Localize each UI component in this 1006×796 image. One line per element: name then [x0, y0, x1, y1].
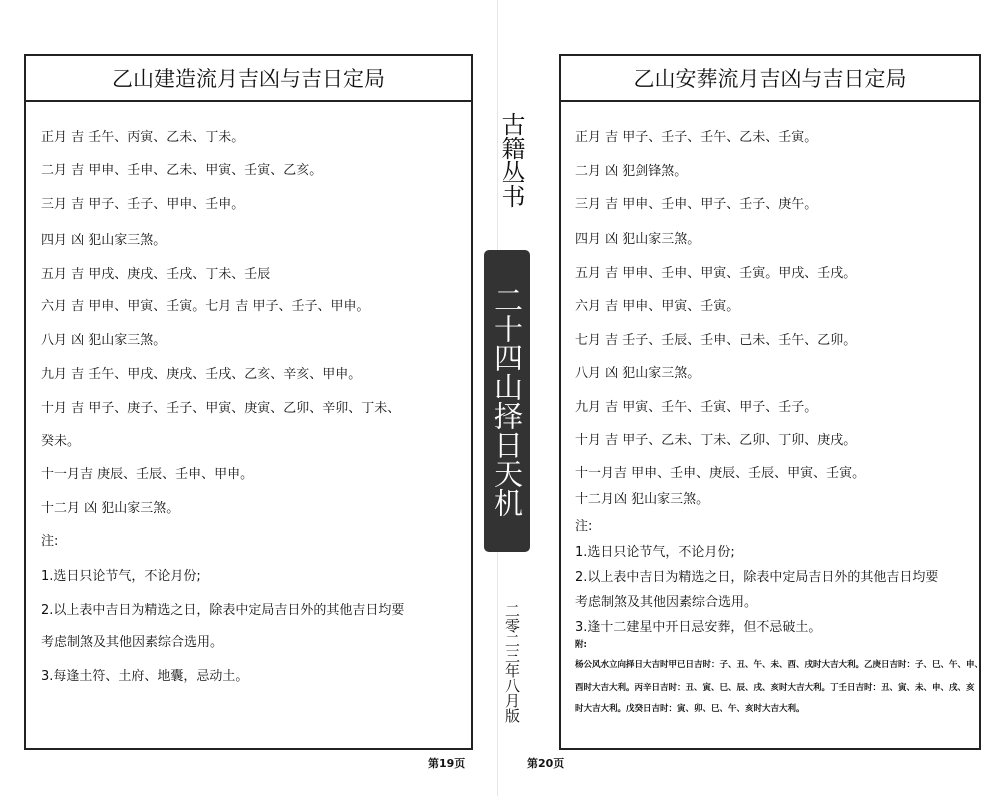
left-page-title: 乙山建造流月吉凶与吉日定局 [26, 56, 471, 102]
appendix-line: 附: [575, 640, 587, 650]
text-line: 三月 吉 甲子、壬子、甲申、壬申。 [41, 197, 245, 212]
text-line: 四月 凶 犯山家三煞。 [575, 232, 701, 247]
text-line: 十二月 凶 犯山家三煞。 [41, 501, 180, 516]
appendix-line: 酉时大吉大利。丙辛日吉时：丑、寅、巳、辰、戌、亥时大吉大利。丁壬日吉时：丑、寅、未、申、戌、亥 [575, 683, 975, 693]
text-line: 正月 吉 甲子、壬子、壬午、乙未、壬寅。 [575, 130, 818, 145]
text-line: 十二月凶 犯山家三煞。 [575, 492, 710, 507]
right-page-number: 第20页 [527, 757, 565, 770]
appendix-line: 时大吉大利。戊癸日吉时：寅、卯、巳、午、亥时大吉大利。 [575, 704, 805, 714]
text-line: 注: [41, 534, 59, 549]
text-line: 2.以上表中吉日为精选之日，除表中定局吉日外的其他吉日均要 [41, 603, 405, 618]
text-line: 五月 吉 甲戌、庚戌、壬戌、丁未、壬辰 [41, 267, 271, 282]
text-line: 2.以上表中吉日为精选之日，除表中定局吉日外的其他吉日均要 [575, 570, 939, 585]
text-line: 二月 凶 犯剑锋煞。 [575, 164, 688, 179]
text-line: 九月 吉 甲寅、壬午、壬寅、甲子、壬子。 [575, 400, 818, 415]
text-line: 十一月吉 甲申、壬申、庚辰、壬辰、甲寅、壬寅。 [575, 466, 866, 481]
text-line: 九月 吉 壬午、甲戌、庚戌、壬戌、乙亥、辛亥、甲申。 [41, 367, 362, 382]
text-line: 五月 吉 甲申、壬申、甲寅、壬寅。甲戌、壬戌。 [575, 266, 857, 281]
text-line: 四月 凶 犯山家三煞。 [41, 233, 167, 248]
text-line: 1.选日只论节气，不论月份; [41, 569, 201, 584]
text-line: 七月 吉 壬子、壬辰、壬申、己未、壬午、乙卯。 [575, 333, 857, 348]
series-name: 古籍丛书 [497, 112, 525, 208]
text-line: 二月 吉 甲申、壬申、乙未、甲寅、壬寅、乙亥。 [41, 163, 323, 178]
text-line: 正月 吉 壬午、丙寅、乙未、丁未。 [41, 130, 245, 145]
appendix-line: 杨公风水立向择日大吉时甲已日吉时：子、丑、午、未、酉、戌时大吉大利。乙庚日吉时：子、巳、午、申、 [575, 660, 984, 670]
text-line: 1.选日只论节气，不论月份; [575, 545, 735, 560]
text-line: 六月 吉 甲申、甲寅、壬寅。七月 吉 甲子、壬子、甲申。 [41, 299, 370, 314]
text-line: 3.每逢土符、土府、地囊，忌动土。 [41, 669, 249, 684]
text-line: 3.逢十二建星中开日忌安葬，但不忌破土。 [575, 620, 822, 635]
right-page-title: 乙山安葬流月吉凶与吉日定局 [561, 56, 979, 102]
text-line: 三月 吉 甲申、壬申、甲子、壬子、庚午。 [575, 197, 818, 212]
edition-label: 二零二三年八月版 [503, 603, 521, 723]
text-line: 考虑制煞及其他因素综合选用。 [41, 635, 224, 650]
left-page-number: 第19页 [428, 757, 466, 770]
text-line: 八月 凶 犯山家三煞。 [575, 366, 701, 381]
text-line: 八月 凶 犯山家三煞。 [41, 333, 167, 348]
book-title-banner: 二十四山择日天机 [484, 250, 530, 552]
text-line: 十月 吉 甲子、乙未、丁未、乙卯、丁卯、庚戌。 [575, 433, 857, 448]
left-page [24, 54, 473, 750]
text-line: 十月 吉 甲子、庚子、壬子、甲寅、庚寅、乙卯、辛卯、丁未、 [41, 401, 401, 416]
text-line: 六月 吉 甲申、甲寅、壬寅。 [575, 299, 740, 314]
right-page [559, 54, 984, 750]
text-line: 考虑制煞及其他因素综合选用。 [575, 595, 758, 610]
text-line: 癸未。 [41, 434, 81, 449]
text-line: 十一月吉 庚辰、壬辰、壬申、甲申。 [41, 467, 254, 482]
text-line: 注: [575, 519, 593, 534]
